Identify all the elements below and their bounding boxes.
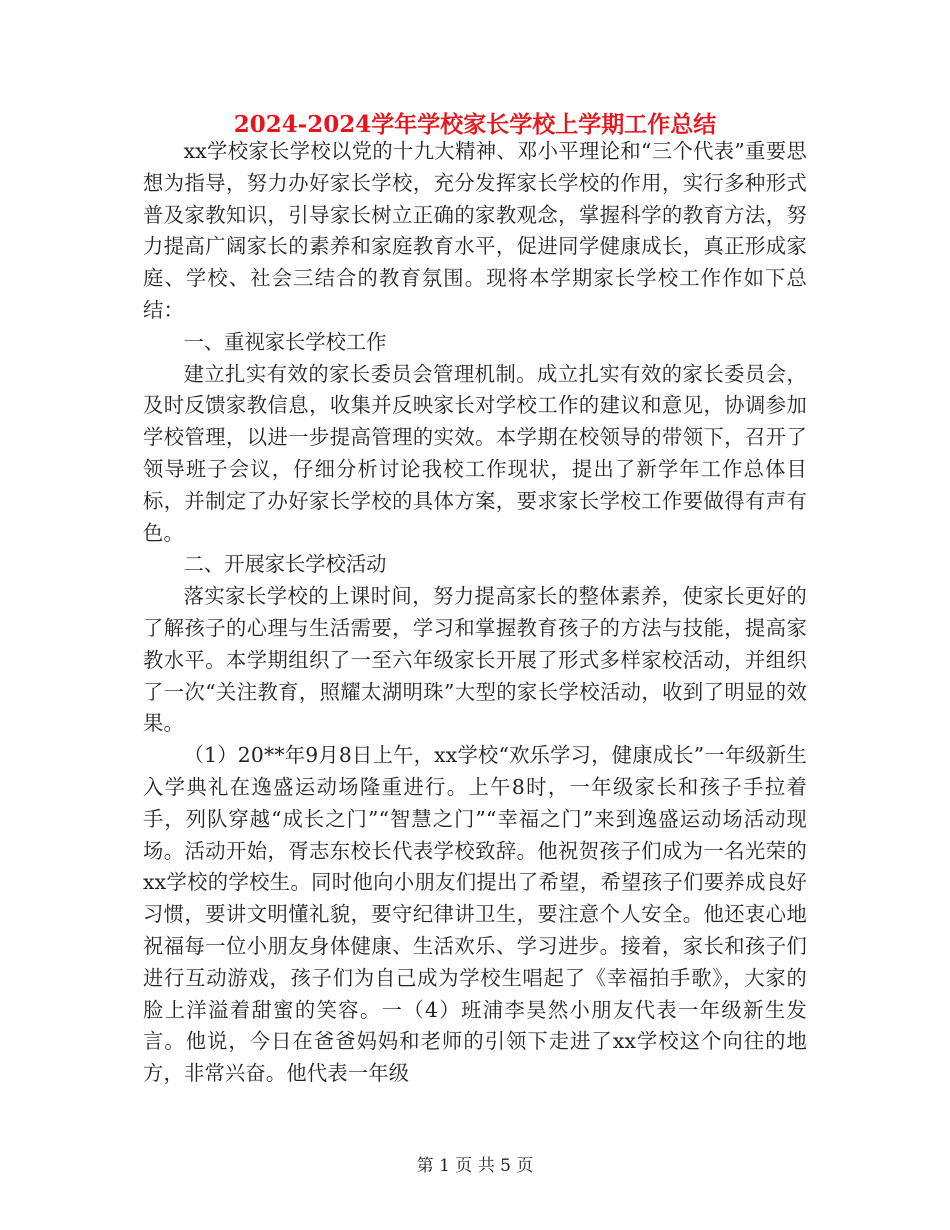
section-heading-2: 二、开展家长学校活动 xyxy=(183,552,387,577)
footer-total-pages: 5 xyxy=(500,1156,511,1176)
section-1-paragraph: 建立扎实有效的家长委员会管理机制。成立扎实有效的家长委员会，及时反馈家教信息，收集并反映家长对学校工作的建议和意见，协调参加学校管理，以进一步提高管理的实效。本学期在校领导的带领下，召开了领导班子会议，仔细分析讨论我校工作现状，提出了新学年工作总体目标，并制定了办好家长学校的具体方案，要求家长学校工作要做得有声有色。 xyxy=(143,361,807,545)
document-title: 2024-2024学年学校家长学校上学期工作总结 xyxy=(233,111,717,138)
footer-middle: 页 共 xyxy=(455,1156,495,1176)
document-body xyxy=(143,136,807,1090)
section-heading-1: 一、重视家长学校工作 xyxy=(183,329,387,354)
footer-suffix: 页 xyxy=(516,1156,534,1176)
footer-page-number: 1 xyxy=(439,1156,450,1176)
section-2-paragraph: 落实家长学校的上课时间，努力提高家长的整体素养，使家长更好的了解孩子的心理与生活需要，学习和掌握教育孩子的方法与技能，提高家教水平。本学期组织了一至六年级家长开展了形式多样家校活动，并组织了一次“关注教育，照耀太湖明珠”大型的家长学校活动，收到了明显的效果。 xyxy=(143,584,807,736)
page-footer xyxy=(0,1154,950,1178)
event-1-paragraph: （1）20**年9月8日上午，xx学校“欢乐学习，健康成长”一年级新生入学典礼在逸盛运动场隆重进行。上午8时，一年级家长和孩子手拉着手，列队穿越“成长之门”“智慧之门”“幸福之门”来到逸盛运动场活动现场。活动开始，胥志东校长代表学校致辞。他祝贺孩子们成为一名光荣的xx学校的学校生。同时他向小朋友们提出了希望，希望孩子们要养成良好习惯，要讲文明懂礼貌，要守纪律讲卫生，要注意个人安全。他还衷心地祝福每一位小朋友身体健康、生活欢乐、学习进步。接着，家长和孩子们进行互动游戏，孩子们为自己成为学校生唱起了《幸福拍手歌》，大家的脸上洋溢着甜蜜的笑容。一（4）班浦李昊然小朋友代表一年级新生发言。他说，今日在爸爸妈妈和老师的引领下走进了xx学校这个向往的地方，非常兴奋。他代表一年级 xyxy=(143,743,807,1086)
footer-prefix: 第 xyxy=(416,1156,434,1176)
intro-paragraph: xx学校家长学校以党的十九大精神、邓小平理论和“三个代表”重要思想为指导，努力办好家长学校，充分发挥家长学校的作用，实行多种形式普及家教知识，引导家长树立正确的家教观念，掌握科学的教育方法，努力提高广阔家长的素养和家庭教育水平，促进同学健康成长，真正形成家庭、学校、社会三结合的教育氛围。现将本学期家长学校工作作如下总结： xyxy=(143,139,807,322)
